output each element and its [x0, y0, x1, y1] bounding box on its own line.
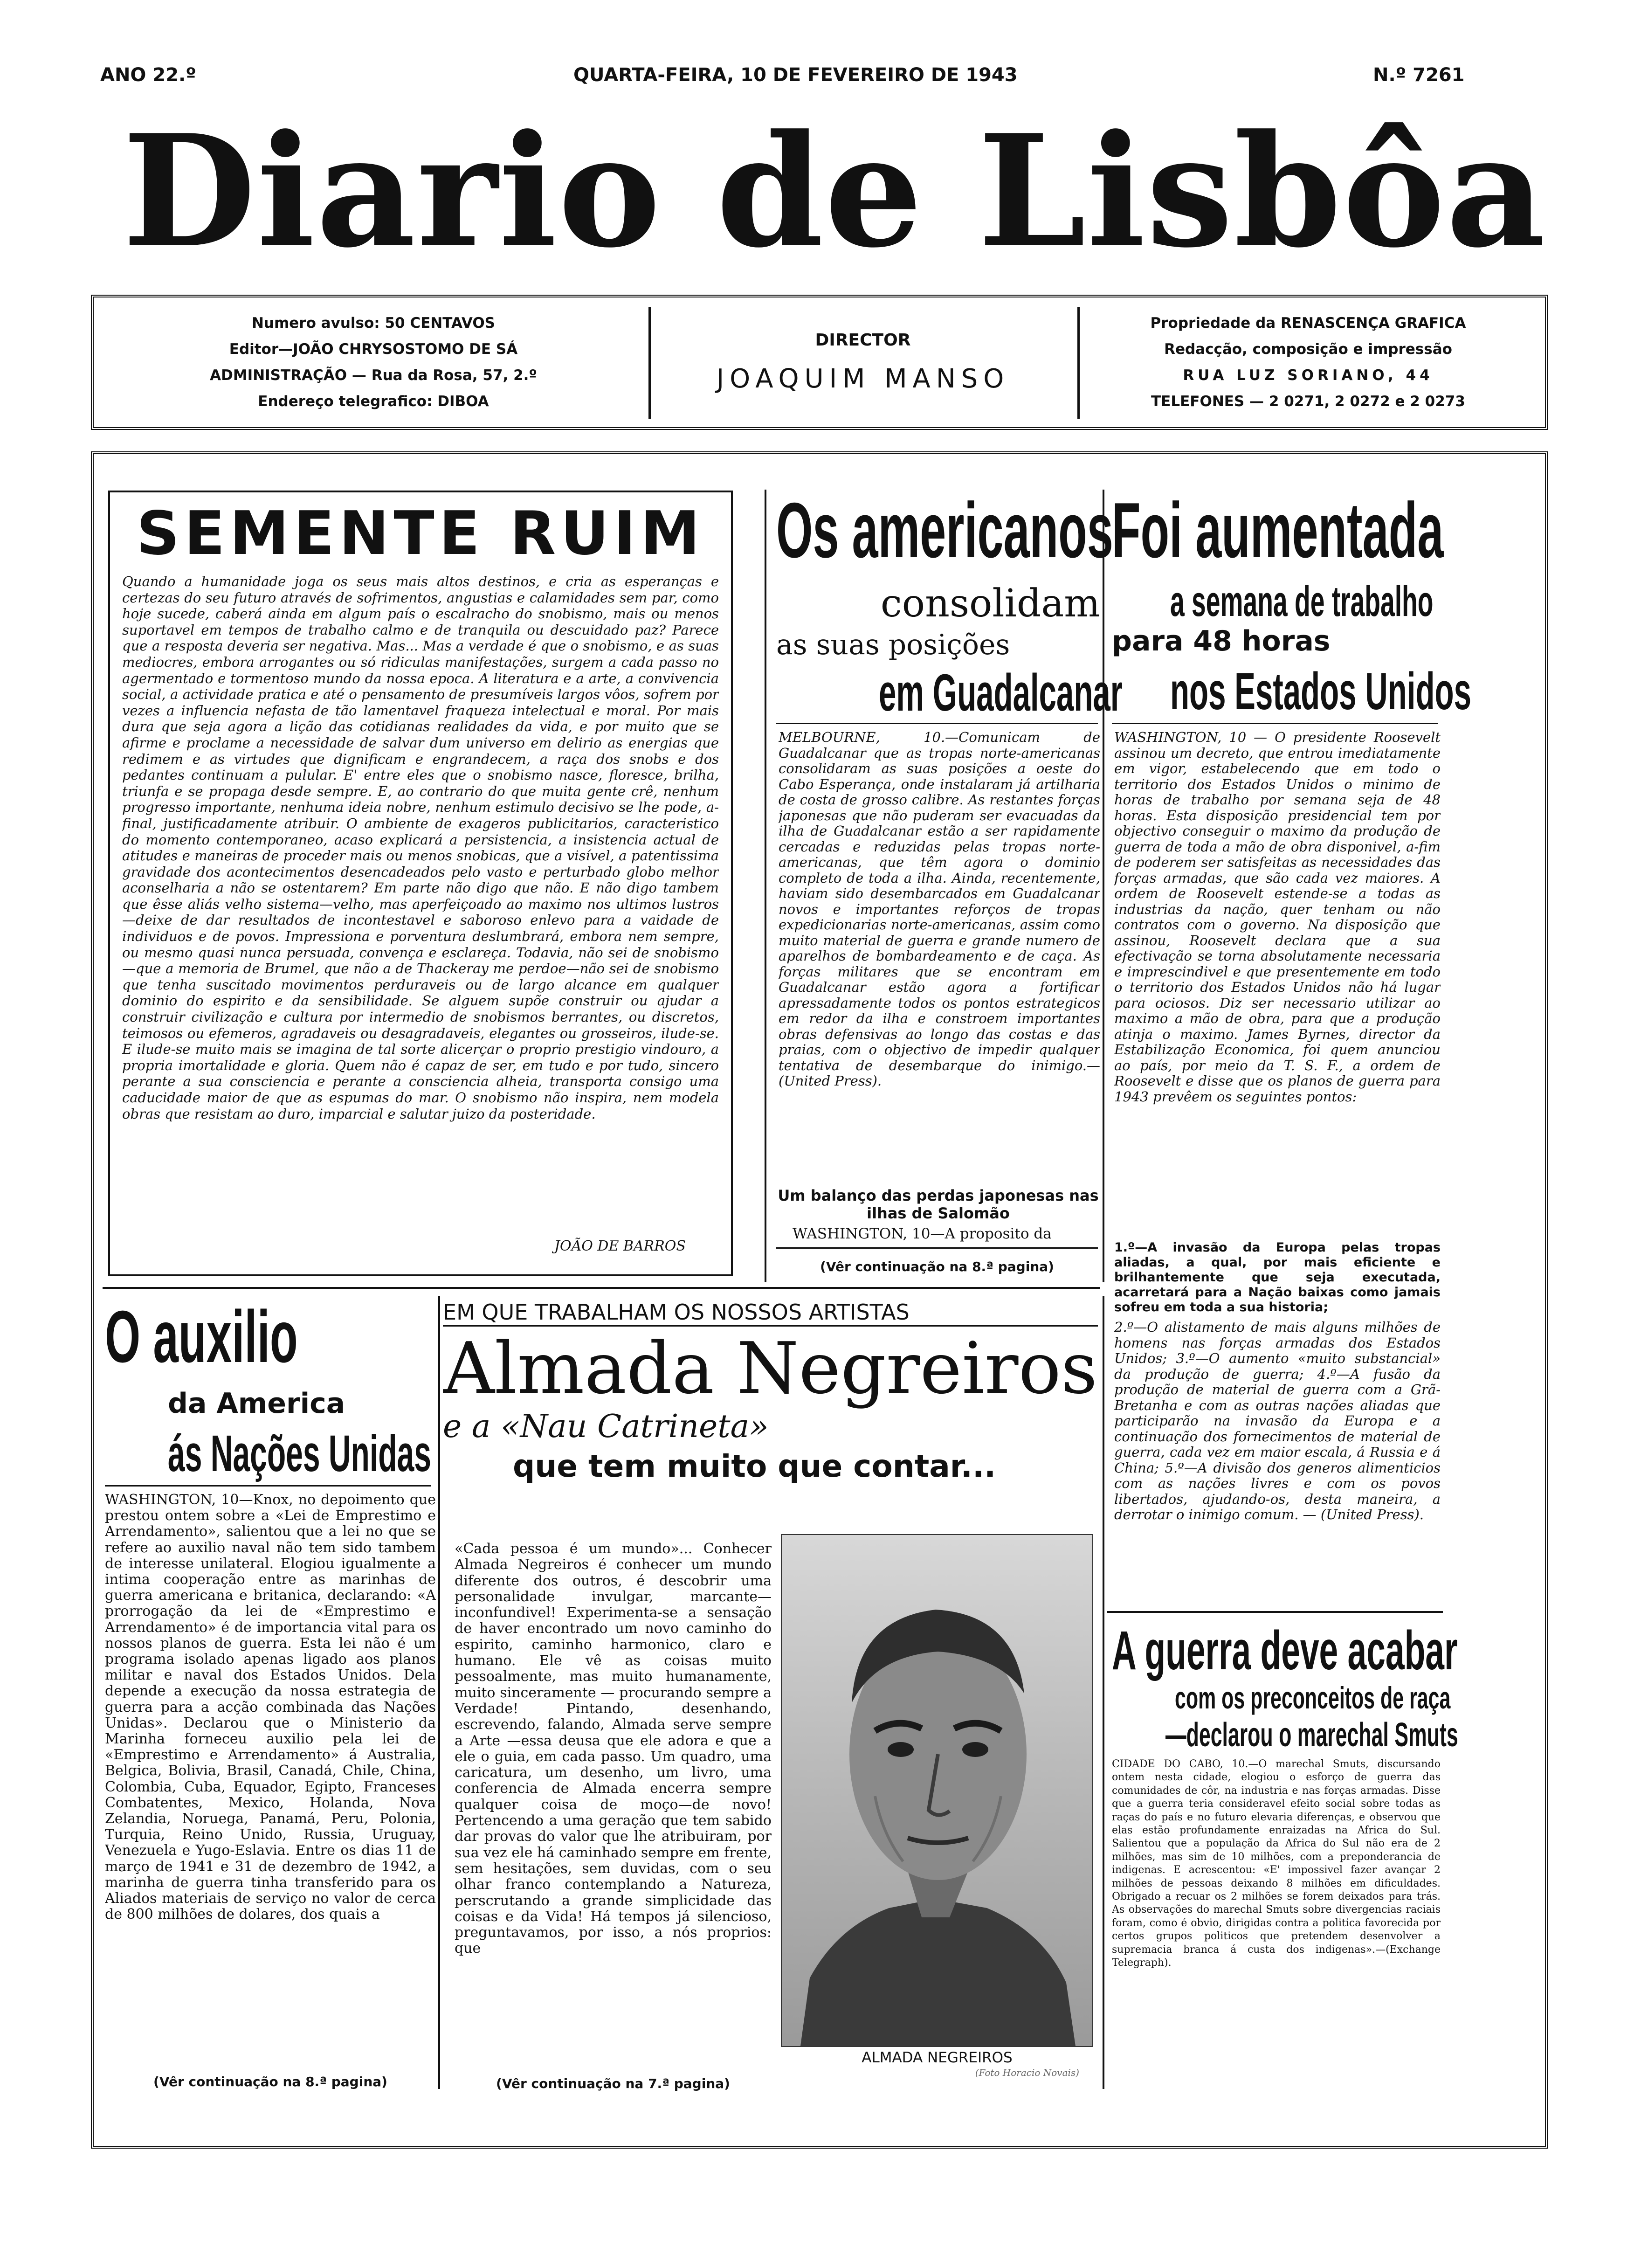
portrait-figure — [782, 1535, 1092, 2046]
almada-continuation: (Vêr continuação na 7.ª pagina) — [496, 2076, 730, 2091]
americanos-text2: WASHINGTON, 10—A proposito da — [793, 1225, 1052, 1242]
info-box — [91, 295, 1548, 430]
auxilio-continuation: (Vêr continuação na 8.ª pagina) — [153, 2074, 387, 2089]
americanos-subhead: Um balanço das perdas japonesas nas ilhas de Salomão — [778, 1187, 1099, 1222]
info-telegraph: Endereço telegrafico: DIBOA — [258, 393, 489, 410]
auxilio-text: WASHINGTON, 10—Knox, no depoimento que prestou ontem sobre a «Lei de Emprestimo e Arrendamento», salientou que a lei no que se refere ao auxilio naval não tem sido tambem de interesse unilateral. Elogiou igualmente a intima cooperação entre as marinhas de guerra americana e britanica, declarando: «A prorrogação da lei de «Emprestimo e Arrendamento» é de importancia vital para os nossos planos de guerra. Esta lei não é um programa isolado apenas ligado aos planos militar e naval dos Estados Unidos. Dela depende a execução da nossa estrategia de guerra para a acção combinada das Nações Unidas». Declarou que o Ministerio da Marinha forneceu auxilio pela lei de «Emprestimo e Arrendamento» á Australia, Belgica, Bolivia, Brasil, Canadá, Chile, China, Colombia, Cuba, Equador, Egipto, Franceses Combatentes, Mexico, Holanda, Nova Zelandia, Noruega, Panamá, Peru, Polonia, Turquia, Reino Unido, Russia, Uruguay, Venezuela e Yugo-Eslavia. Entre os dias 11 de março de 1941 e 31 de dezembro de 1942, a marinha de guerra tinha transferido para os Aliados materiais de serviço no valor de cerca de 800 milhões de dolares, dos quais a — [105, 1492, 436, 1923]
almada-h1: Almada Negreiros — [443, 1327, 1098, 1410]
americanos-h2: consolidam — [880, 581, 1100, 626]
foi-rule — [1112, 723, 1438, 724]
almada-text: «Cada pessoa é um mundo»... Conhecer Almada Negreiros é conhecer um mundo diferente dos outros, é descobrir uma personalidade invulgar, marcante—inconfundivel! Experimenta-se a sensação de haver encontrado um novo caminho do espirito, caminho harmonico, claro e humano. Ele vê as coisas muito pessoalmente, mas muito humanamente, muito sinceramente — procurando sempre a Verdade! Pintando, desenhando, escrevendo, falando, Almada serve sempre a Arte —essa deusa que ele adora e que a ele o guia, em cada passo. Um quadro, uma caricatura, um desenho, um livro, uma conferencia de Almada encerra sempre qualquer coisa de moço—de novo! Pertencendo a uma geração que tem sabido dar provas do valor que lhe atribuiram, por sua vez ele há caminhado sempre em frente, sem hesitações, sem duvidas, com o seu olhar franco contemplando a Natureza, perscrutando a grande simplicidade das coisas e da Vida! Há tempos já silencioso, preguntavamos, por isso, a nós proprios: que — [455, 1541, 772, 1957]
foi-text2: 2.º—O alistamento de mais alguns milhões de homens nas forças armadas dos Estados Unidos; 3.º—O aumento «muito substancial» da produção de guerra; 4.º—A fusão da produção de material de guerra com a Grã-Bretanha e com as outras nações aliadas que participarão na invasão da Europa e a continuação dos fornecimentos de material de guerra, cada vez em maior escala, á Russia e á China; 5.º—A divisão dos generos alimenticios com as nações livres e com os povos libertados, ajudando-os, desta maneira, a derrotar o inimigo comum. — (United Press). — [1114, 1320, 1441, 1522]
info-right — [1091, 297, 1525, 427]
column-divider — [1103, 1296, 1104, 2089]
auxilio-h1: O auxilio — [105, 1296, 298, 1378]
foi-h1: Foi aumentada — [1112, 486, 1444, 574]
info-director — [658, 297, 1068, 427]
portrait-photo — [781, 1534, 1093, 2047]
foi-h4: nos Estados Unidos — [1170, 662, 1471, 720]
guerra-text: CIDADE DO CABO, 10.—O marechal Smuts, discursando ontem nesta cidade, elogiou o esforço de guerra das comunidades de côr, na industria e nas forças armadas. Disse que a guerra teria consideravel efeito social sobre todas as raças do país e no futuro elevaria diferenças, e observou que elas estão profundamente enraizadas na Africa do Sul. Salientou que a população da Africa do Sul não era de 2 milhões, mas sim de 10 milhões, com a preponderancia de indigenas. E acrescentou: «E' impossivel fazer avançar 2 milhões de pessoas deixando 8 milhões em dificuldades. Obrigado a recuar os 2 milhões se forem deixados para trás. As observações do marechal Smuts sobre divergencias raciais foram, como é obvio, dirigidas contra a politica favorecida por certos grupos politicos que pretendem desenvolver a supremacia branca á custa dos indigenas».—(Exchange Telegraph). — [1112, 1758, 1441, 1969]
info-redaction: Redacção, composição e impressão — [1164, 341, 1452, 358]
auxilio-h3: ás Nações Unidas — [168, 1425, 431, 1482]
foi-bold-point: 1.º—A invasão da Europa pelas tropas aliadas, a qual, por mais eficiente e brilhantemente que seja executada, acarretará para a Nação baixas como jamais sofreu em toda a sua historia; — [1114, 1240, 1441, 1314]
portrait-credit: (Foto Horacio Novais) — [975, 2067, 1079, 2078]
foi-text: WASHINGTON, 10 — O presidente Roosevelt assinou um decreto, que entrou imediatamente em vigor, estabelecendo que em todo o territorio dos Estados Unidos o minimo de horas de trabalho por semana seja de 48 horas. Esta disposição presidencial tem por objectivo conseguir o maximo da produção de guerra de toda a mão de obra disponivel, a-fim de poderem ser satisfeitas as necessidades das forças armadas, que são cada vez maiores. A ordem de Roosevelt estende-se a todas as industrias da nação, quer tenham ou não contratos com o governo. Na disposição que assinou, Roosevelt declara que a sua efectivação se torna absolutamente necessaria e imprescindivel e que presentemente em todo o territorio dos Estados Unidos não há lugar para ociosos. Diz ser necessario utilizar ao maximo a mão de obra, para que a produção atinja o maximo. James Byrnes, director da Estabilização Economica, foi quem anunciou ao país, por meio da T. S. F., a ordem de Roosevelt e disse que os planos de guerra para 1943 prevêem os seguintes pontos: — [1114, 730, 1441, 1105]
americanos-rule — [776, 1247, 1098, 1249]
almada-h2: e a «Nau Catrineta» — [443, 1408, 769, 1445]
info-administration: ADMINISTRAÇÃO — Rua da Rosa, 57, 2.º — [210, 367, 537, 384]
guerra-h3: —declarou o marechal Smuts — [1165, 1716, 1458, 1754]
column-divider — [765, 490, 766, 1282]
auxilio-rule — [105, 1485, 431, 1487]
info-divider — [648, 307, 651, 419]
column-divider — [1103, 490, 1104, 1282]
director-label: DIRECTOR — [815, 331, 911, 350]
americanos-rule — [776, 723, 1098, 724]
almada-h3: que tem muito que contar... — [513, 1448, 996, 1484]
year-label: ANO 22.º — [100, 64, 196, 86]
info-address: RUA LUZ SORIANO, 44 — [1183, 367, 1434, 384]
info-phones: TELEFONES — 2 0271, 2 0272 e 2 0273 — [1151, 393, 1465, 410]
auxilio-h2: da America — [168, 1387, 345, 1420]
americanos-text: MELBOURNE, 10.—Comunicam de Guadalcanar que as tropas norte-americanas consolidaram as suas posições a oeste do Cabo Esperança, onde instalaram já artilharia de costa de grosso calibre. As restantes forças japonesas que não puderam ser evacuadas da ilha de Guadalcanar estão a ser rapidamente cercadas e reduzidas pelas tropas norte-americanas, que têm agora o dominio completo de toda a ilha. Ainda, recentemente, haviam sido desembarcados em Guadalcanar novos e importantes reforços de tropas expedicionarias norte-americanas, assim como muito material de guerra e grande numero de aparelhos de bombardeamento e de caça. As forças militares que se encontram em Guadalcanar estão agora a fortificar apressadamente todos os pontos estrategicos em redor da ilha e constroem importantes obras defensivas ao longo das costas e das praias, com o objectivo de impedir qualquer tentativa de desembarque do inimigo.—(United Press). — [779, 730, 1100, 1089]
foi-h3: para 48 horas — [1112, 625, 1331, 657]
almada-rule — [443, 1325, 1098, 1327]
column-divider — [438, 1296, 440, 2089]
info-divider — [1077, 307, 1080, 419]
americanos-h4: em Guadalcanar — [879, 664, 1123, 722]
date-label: QUARTA-FEIRA, 10 DE FEVEREIRO DE 1943 — [573, 64, 1018, 86]
issue-number: N.º 7261 — [1373, 64, 1465, 86]
semente-text: Quando a humanidade joga os seus mais altos destinos, e cria as esperanças e certezas do seu futuro através de sofrimentos, angustias e calamidades sem par, como hoje sucede, caberá ainda em algum país o escalracho do snobismo, mais ou menos suportavel em tempos de trabalho calmo e de tranquila ou descuidado paz? Parece que a resposta deveria ser negativa. Mas... Mas a verdade é que o snobismo, e as suas mediocres, embora arrogantes ou só ridiculas manifestações, surgem a cada passo no agermentado e tormentoso mundo da nossa epoca. A literatura e a arte, a convivencia social, a actividade pratica e até o pensamento de presumíveis largos vôos, sofrem por vezes a influencia nefasta de tão lamentavel fraqueza intelectual e moral. Por mais dura que seja agora a lição das cotidianas realidades da vida, e por muito que se afirme e proclame a necessidade de salvar dum universo em delirio as energias que redimem e as virtudes que dignificam e engrandecem, a raça dos snobs e dos pedantes continuam a pulular. E' entre eles que o snobismo nasce, floresce, brilha, triunfa e se propaga desde sempre. E, ao contrario do que muita gente crê, nenhum progresso importante, nenhuma ideia nobre, nenhum estimulo decisivo se lhe pode, a-final, justificadamente atribuir. O ambiente de exageros publicitarios, caracteristico do momento contemporaneo, acaso explicará a persistencia, a insistencia actual de atitudes e maneiras de proceder mais ou menos snobicas, que a visível, a patentissima gravidade dos acontecimentos desencadeados pelo vasto e perturbado globo melhor aconselharia a não se ostentarem? Em parte não digo que não. E não digo tambem que êsse aliás velho sistema—velho, mas aperfeiçoado ao maximo nos ultimos lustros—deixe de dar resultados de incontestavel e saboroso enlevo para a vaidade de individuos e de povos. Impressiona e porventura deslumbrará, embora nem sempre, ou mesmo quasi nunca persuada, convença e esclareça. Todavia, não sei de snobismo—que a memoria de Brumel, que não a de Thackeray me perdoe—não sei de snobismo que tenha suscitado movimentos perduraveis ou de largo alcance em qualquer dominio do espirito e da sensibilidade. Se alguem supõe construir ou ajudar a construir civilização e cultura por intermedio de snobismos berrantes, ou discretos, teimosos ou efemeros, agradaveis ou desagradaveis, elegantes ou grosseiros, ilude-se. E ilude-se muito mais se imagina de tal sorte alicerçar o proprio prestigio vindouro, a propria imortalidade e gloria. Quem não é capaz de ser, em tudo e por tudo, sincero perante a sua consciencia e perante a consciencia alheia, transporta consigo uma caducidade maior de que as espumas do mar. O snobismo não inspira, nem modela obras que resistam ao duro, imparcial e salutar juizo da posteridade. — [122, 574, 719, 1122]
portrait-caption: ALMADA NEGREIROS — [862, 2049, 1013, 2066]
info-editor: Editor—JOÃO CHRYSOSTOMO DE SÁ — [229, 341, 518, 358]
semente-title: SEMENTE RUIM — [136, 499, 705, 568]
director-name: JOAQUIM MANSO — [716, 364, 1010, 394]
americanos-h1: Os americanos — [776, 486, 1113, 574]
guerra-rule — [1107, 1611, 1443, 1613]
info-ownership: Propriedade da RENASCENÇA GRAFICA — [1150, 315, 1466, 332]
americanos-h3: as suas posições — [776, 629, 1010, 661]
masthead-title: Diario de Lisbôa — [122, 101, 1547, 282]
info-left — [117, 297, 630, 427]
guerra-h2: com os preconceitos de raça — [1175, 1680, 1451, 1715]
info-price: Numero avulso: 50 CENTAVOS — [251, 315, 496, 332]
almada-kicker: EM QUE TRABALHAM OS NOSSOS ARTISTAS — [443, 1300, 910, 1325]
americanos-continuation: (Vêr continuação na 8.ª pagina) — [820, 1259, 1054, 1274]
section-rule — [103, 1287, 1100, 1289]
semente-signature: JOÃO DE BARROS — [554, 1238, 686, 1254]
guerra-h1: A guerra deve acabar — [1112, 1620, 1458, 1681]
foi-h2: a semana de trabalho — [1170, 578, 1434, 625]
